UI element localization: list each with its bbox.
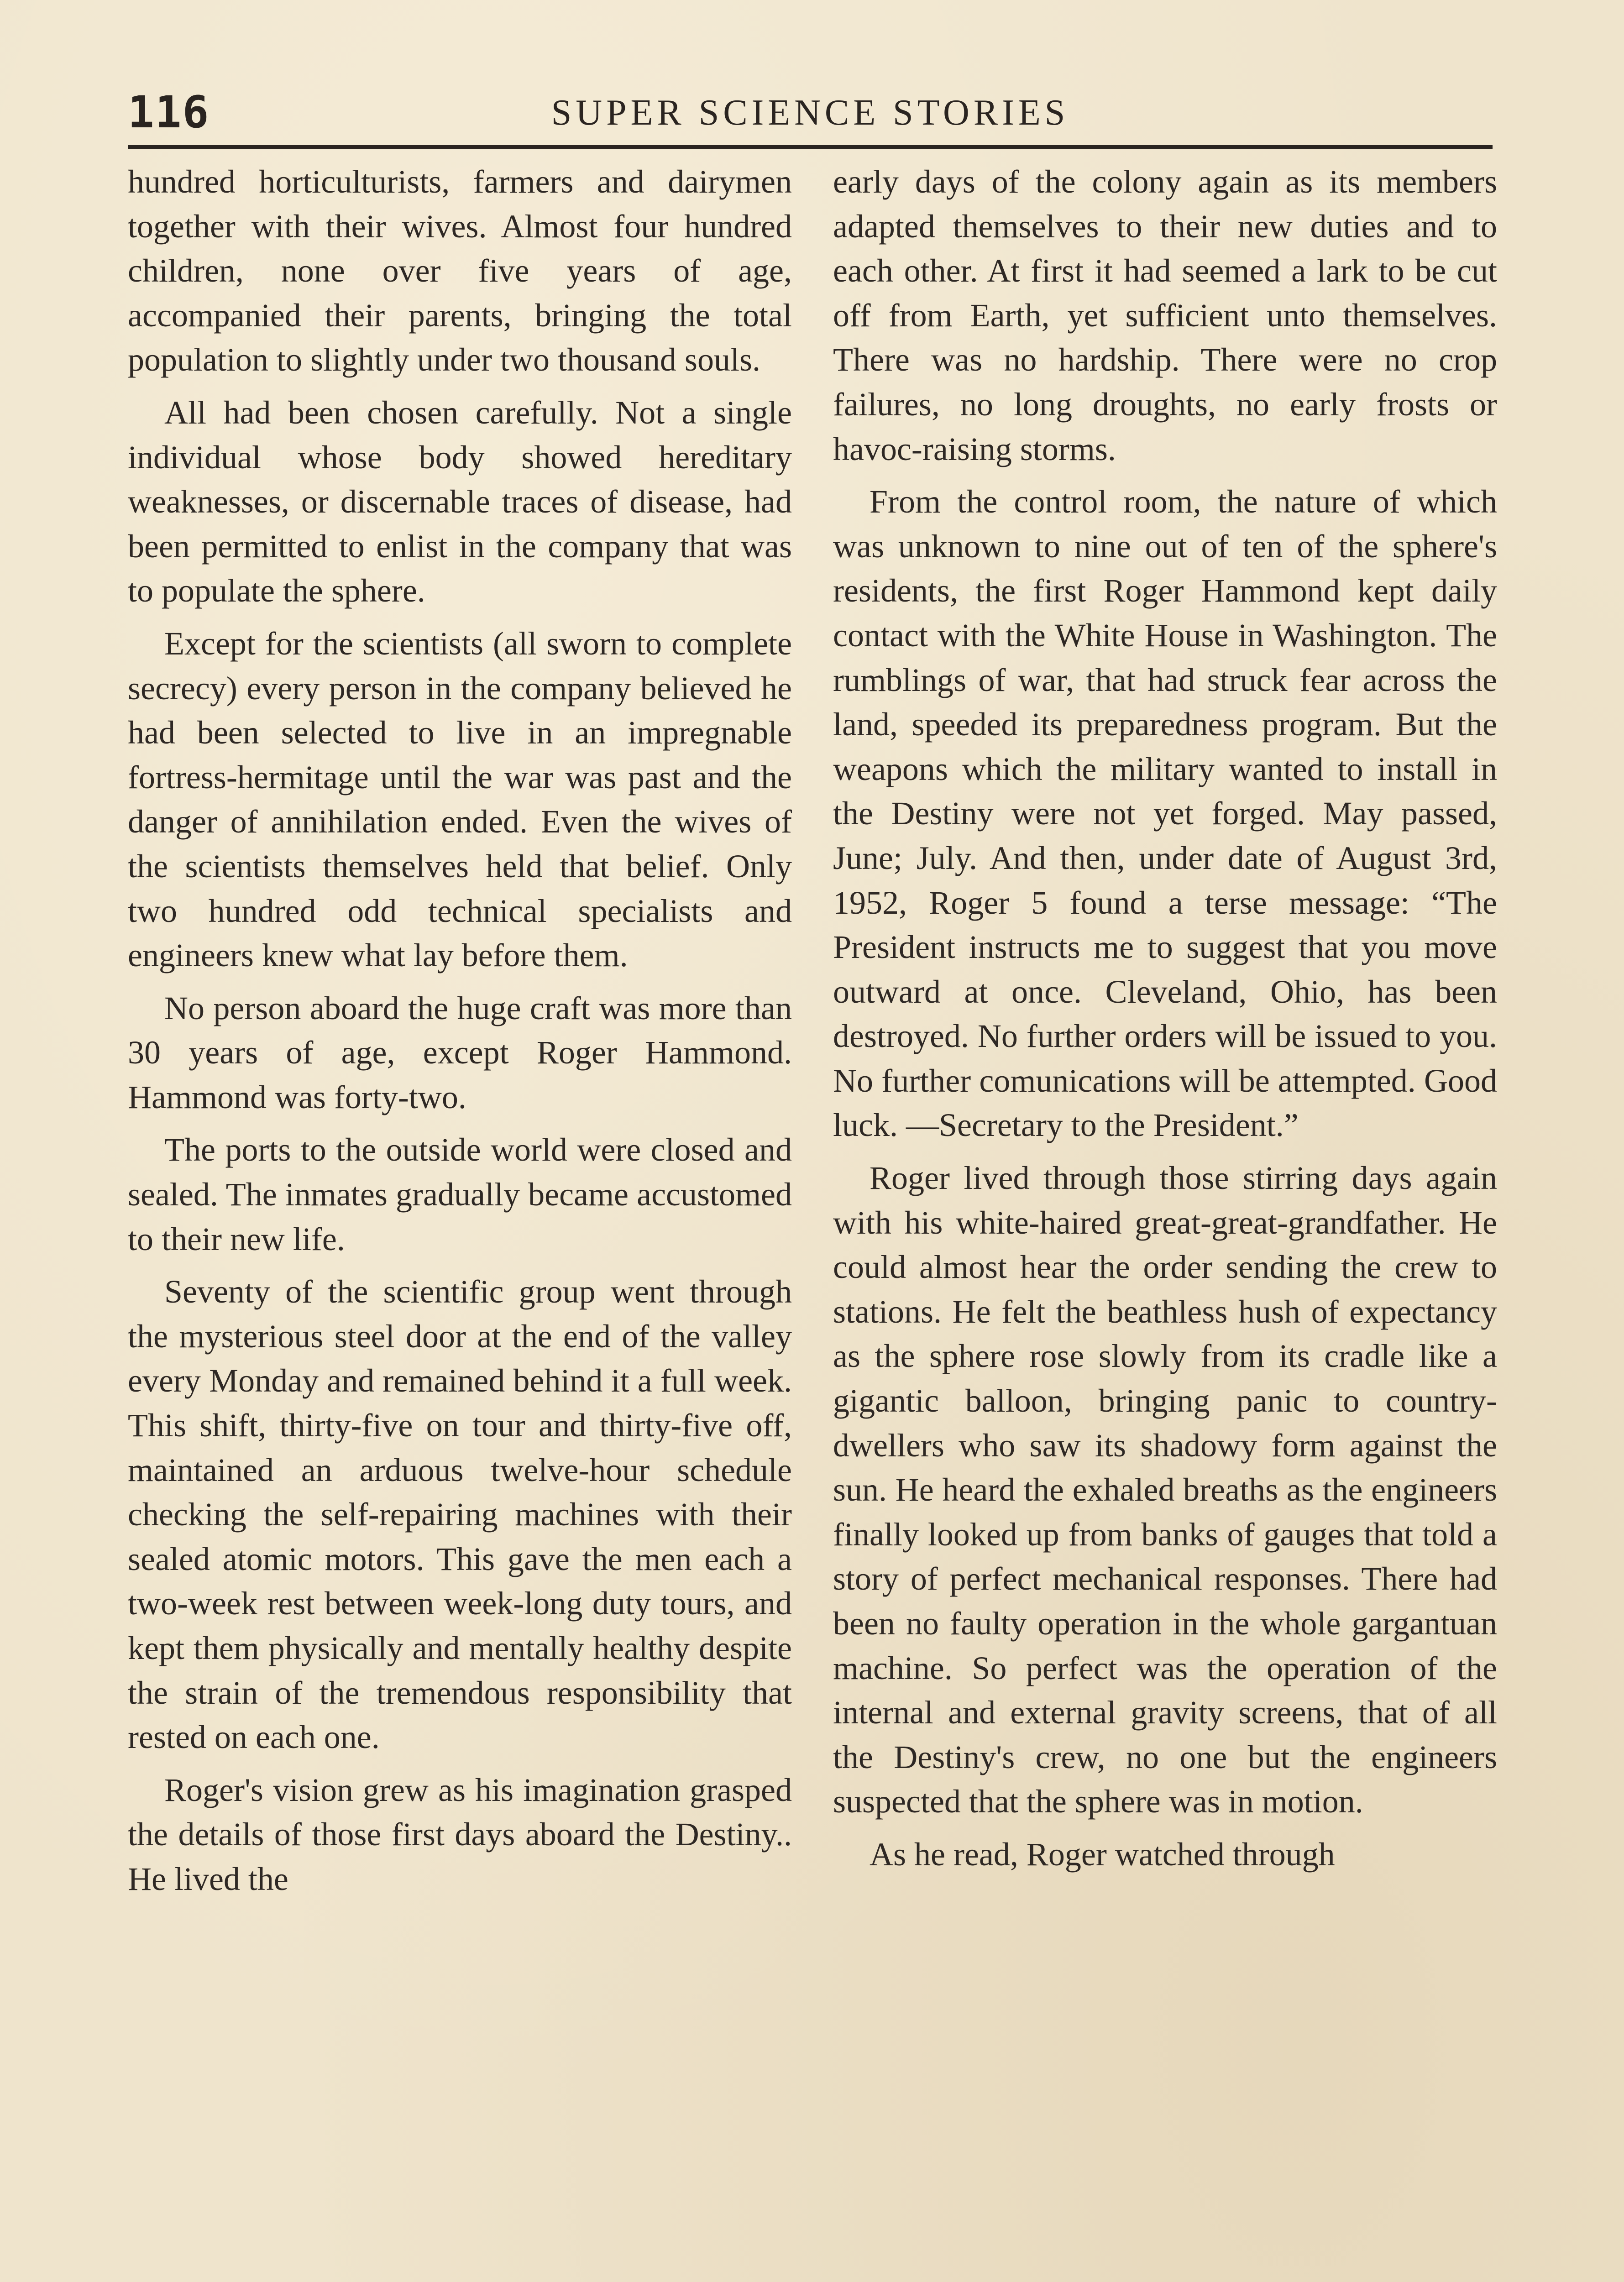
paragraph: Seventy of the scientific group went through the mysterious steel door at the end of the valley every Monday and remained behind it a full week. This shift, thirty-five on tour and thirty-five off, maintained an arduous twelve-hour schedule checking the self-repairing machines with their sealed atomic motors. This gave the men each a two-week rest between week-long duty tours, and kept them physically and mentally healthy despite the strain of the tremendous responsibility that rested on each one. xyxy=(128,1273,792,1756)
left-column xyxy=(128,160,792,1910)
paragraph: hundred horticulturists, farmers and dairymen together with their wives. Almost four hundred children, none over five years of age, accompanied their parents, bringing the total population to slightly under two thousand souls. xyxy=(128,163,792,378)
running-title: SUPER SCIENCE STORIES xyxy=(551,93,1069,133)
paragraph: Roger's vision grew as his imagination grasped the details of those first days aboard the Destiny.. He lived the xyxy=(128,1771,792,1897)
paragraph: early days of the colony again as its members adapted themselves to their new duties and to each other. At first it had seemed a lark to be cut off from Earth, yet sufficient unto themselves. There was no hardship. There were no crop failures, no long droughts, no early frosts or havoc-raising storms. xyxy=(833,163,1497,467)
paragraph: Except for the scientists (all sworn to complete secrecy) every person in the company believed he had been selected to live in an impregnable fortress-hermitage until the war was past and the danger of annihilation ended. Even the wives of the scientists themselves held that belief. Only two hundred odd technical specialists and engineers knew what lay before them. xyxy=(128,625,792,974)
page-number: 116 xyxy=(128,87,210,138)
paragraph: No person aboard the huge craft was more than 30 years of age, except Roger Hammond. Hammond was forty-two. xyxy=(128,989,792,1115)
right-column xyxy=(833,160,1497,1885)
paragraph: Roger lived through those stirring days again with his white-haired great-great-grandfather. He could almost hear the order sending the crew to stations. He felt the beathless hush of expectancy as the sphere rose slowly from its cradle like a gigantic balloon, bringing panic to country-dwellers who saw its shadowy form against the sun. He heard the exhaled breaths as the engineers finally looked up from banks of gauges that told a story of perfect mechanical responses. There had been no faulty operation in the whole gargantuan machine. So perfect was the operation of the internal and external gravity screens, that of all the Destiny's crew, no one but the engineers suspected that the sphere was in motion. xyxy=(833,1160,1497,1820)
paragraph: The ports to the outside world were closed and sealed. The inmates gradually became accustomed to their new life. xyxy=(128,1131,792,1257)
paragraph: From the control room, the nature of which was unknown to nine out of ten of the sphere's residents, the first Roger Hammond kept daily contact with the White House in Washington. The rumblings of war, that had struck fear across the land, speeded its preparedness program. But the weapons which the military wanted to install in the Destiny were not yet forged. May passed, June; July. And then, under date of August 3rd, 1952, Roger 5 found a terse message: “The President instructs me to suggest that you move outward at once. Cleveland, Ohio, has been destroyed. No further orders will be issued to you. No further comunications will be attempted. Good luck. —Secretary to the President.” xyxy=(833,483,1497,1144)
paragraph: As he read, Roger watched through xyxy=(870,1836,1335,1873)
header-rule xyxy=(128,145,1493,149)
paragraph: All had been chosen carefully. Not a single individual whose body showed hereditary weaknesses, or discernable traces of disease, had been permitted to enlist in the company that was to populate the sphere. xyxy=(128,394,792,609)
page-header xyxy=(128,82,1493,151)
